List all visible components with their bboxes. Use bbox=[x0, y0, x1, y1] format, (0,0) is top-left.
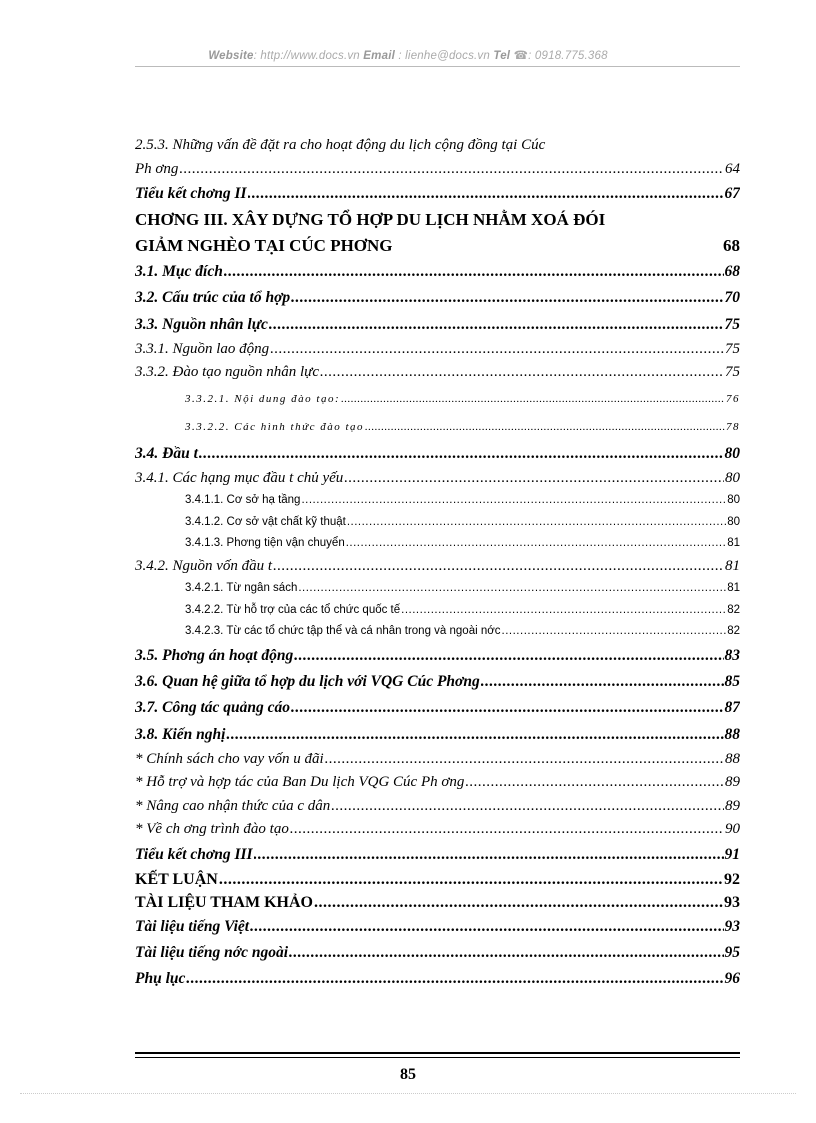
toc-page: 95 bbox=[724, 944, 740, 962]
toc-entry-awareness[interactable] bbox=[135, 795, 740, 819]
toc-title: 3.4.1. Các hạng mục đầu t chủ yếu bbox=[135, 469, 344, 486]
toc-page: 76 bbox=[726, 392, 740, 405]
toc-title: Tiểu kết chơng II bbox=[135, 185, 247, 202]
toc-leader bbox=[401, 600, 726, 622]
toc-entry-3-3-1[interactable] bbox=[135, 338, 740, 362]
toc-entry-3-4-1-2[interactable] bbox=[135, 512, 740, 534]
toc-leader bbox=[320, 361, 724, 385]
toc-title: 3.4.2.2. Từ hỗ trợ của các tổ chức quốc tế bbox=[185, 603, 401, 616]
toc-title: 3.7. Công tác quảng cáo bbox=[135, 699, 291, 717]
toc-title: 3.5. Phơng án hoạt động bbox=[135, 646, 294, 664]
page-bottom-edge bbox=[20, 1093, 796, 1094]
toc-page: 75 bbox=[725, 340, 740, 357]
toc-entry-3-4-2-1[interactable] bbox=[135, 578, 740, 600]
toc-page: 89 bbox=[725, 797, 740, 814]
toc-leader bbox=[289, 940, 724, 966]
toc-entry-3-4[interactable] bbox=[135, 441, 740, 467]
toc-entry-appendix[interactable] bbox=[135, 966, 740, 992]
toc-entry-3-8[interactable] bbox=[135, 722, 740, 748]
toc-leader bbox=[250, 914, 723, 940]
tel-value: : 0918.775.368 bbox=[528, 50, 608, 62]
toc-entry-3-5[interactable] bbox=[135, 643, 740, 669]
toc-title: * Chính sách cho vay vốn u đãi bbox=[135, 750, 324, 767]
toc-page: 90 bbox=[725, 821, 740, 838]
toc-page: 81 bbox=[725, 557, 740, 574]
toc-title: 3.3.2. Đào tạo nguồn nhân lực bbox=[135, 364, 320, 381]
toc-leader bbox=[179, 158, 724, 182]
toc-entry-foreign-refs[interactable] bbox=[135, 940, 740, 966]
toc-title: 3.3.2.2. Các hình thức đào tạo bbox=[185, 420, 365, 433]
toc-title: 3.4.2.3. Từ các tổ chức tập thể và cá nhân trong và ngoài nớc bbox=[185, 625, 501, 638]
toc-page: 83 bbox=[724, 646, 740, 664]
toc-page: 80 bbox=[724, 444, 740, 462]
email-label: Email bbox=[363, 50, 395, 62]
toc-entry-3-4-2-2[interactable] bbox=[135, 600, 740, 622]
website-label: Website bbox=[208, 50, 254, 62]
toc-leader bbox=[294, 643, 723, 669]
toc-leader bbox=[346, 533, 726, 555]
page-header bbox=[0, 48, 816, 62]
toc-entry-3-4-1[interactable] bbox=[135, 467, 740, 491]
toc-page: 93 bbox=[724, 893, 740, 911]
toc-entry-3-3-2[interactable] bbox=[135, 361, 740, 385]
toc-entry-2-5-3[interactable] bbox=[135, 158, 740, 182]
toc-leader bbox=[291, 285, 723, 311]
toc-leader bbox=[347, 512, 726, 534]
toc-leader bbox=[254, 842, 724, 868]
toc-page: 92 bbox=[724, 870, 740, 888]
toc-page: 85 bbox=[724, 673, 740, 691]
toc-leader bbox=[290, 818, 724, 842]
toc-leader bbox=[314, 891, 723, 914]
toc-title: Phụ lục bbox=[135, 970, 186, 988]
toc-entry-conclusion[interactable] bbox=[135, 868, 740, 891]
toc-leader bbox=[465, 771, 724, 795]
toc-title: 3.4.2.1. Từ ngân sách bbox=[185, 582, 298, 595]
toc-title: TÀI LIỆU THAM KHẢO bbox=[135, 893, 313, 911]
toc-leader bbox=[344, 467, 724, 491]
page-number: 85 bbox=[400, 1066, 416, 1083]
toc-page: 67 bbox=[724, 185, 740, 202]
toc-title: KẾT LUẬN bbox=[135, 870, 218, 888]
table-of-contents bbox=[135, 134, 740, 992]
toc-title: 3.4.1.1. Cơ sở hạ tầng bbox=[185, 494, 301, 507]
toc-leader bbox=[273, 555, 724, 579]
toc-page: 80 bbox=[727, 494, 740, 507]
toc-title: * Về ch ơng trình đào tạo bbox=[135, 821, 289, 838]
footer-rule-thin bbox=[135, 1057, 740, 1058]
toc-chapter-3[interactable] bbox=[135, 233, 740, 259]
toc-entry-3-2[interactable] bbox=[135, 285, 740, 311]
toc-page: 78 bbox=[726, 420, 740, 433]
toc-leader bbox=[331, 795, 724, 819]
toc-page: 70 bbox=[724, 289, 740, 307]
toc-title: Tiểu kết chơng III bbox=[135, 845, 253, 863]
phone-icon: ☎ bbox=[513, 50, 529, 62]
toc-title: 3.1. Mục đích bbox=[135, 263, 223, 281]
toc-entry-3-6[interactable] bbox=[135, 669, 740, 695]
toc-entry-summary-ch3[interactable] bbox=[135, 842, 740, 868]
toc-title: 3.2. Cấu trúc của tổ hợp bbox=[135, 289, 291, 307]
toc-leader bbox=[219, 868, 723, 891]
toc-title: GIẢM NGHÈO TẠI CÚC PHƠNG bbox=[135, 236, 393, 256]
toc-title: Tài liệu tiếng Việt bbox=[135, 917, 250, 935]
toc-title: 3.4.1.2. Cơ sở vật chất kỹ thuật bbox=[185, 515, 346, 528]
toc-leader bbox=[248, 181, 724, 207]
toc-entry-3-3[interactable] bbox=[135, 312, 740, 338]
toc-entry-3-4-2[interactable] bbox=[135, 555, 740, 579]
toc-leader bbox=[269, 312, 724, 338]
toc-entry-vietnamese-refs[interactable] bbox=[135, 914, 740, 940]
toc-entry-3-4-1-3[interactable] bbox=[135, 533, 740, 555]
toc-entry-summary-ch2[interactable] bbox=[135, 181, 740, 207]
toc-entry-references[interactable] bbox=[135, 891, 740, 914]
toc-page: 96 bbox=[724, 970, 740, 988]
toc-page: 68 bbox=[724, 263, 740, 281]
tel-label: Tel bbox=[493, 50, 511, 62]
website-value: : http://www.docs.vn bbox=[253, 50, 360, 62]
toc-page: 80 bbox=[727, 515, 740, 528]
toc-page: 88 bbox=[724, 725, 740, 743]
footer-rule-thick bbox=[135, 1052, 740, 1054]
toc-entry-3-4-1-1[interactable] bbox=[135, 490, 740, 512]
toc-title: 3.6. Quan hệ giữa tổ hợp du lịch với VQG Cúc Phơng bbox=[135, 673, 480, 691]
toc-entry-3-3-2-1[interactable] bbox=[135, 385, 740, 413]
toc-page: 89 bbox=[725, 774, 740, 791]
toc-title: * Hỗ trợ và hợp tác của Ban Du lịch VQG Cúc Ph ơng bbox=[135, 774, 465, 791]
toc-page: 88 bbox=[725, 750, 740, 767]
toc-title: 3.3.1. Nguồn lao động bbox=[135, 340, 270, 357]
toc-page: 75 bbox=[724, 315, 740, 333]
toc-title: 3.3.2.1. Nội dung đào tạo: bbox=[185, 392, 341, 405]
toc-entry-training[interactable] bbox=[135, 818, 740, 842]
email-value: : lienhe@docs.vn bbox=[398, 50, 490, 62]
toc-leader bbox=[341, 385, 725, 413]
toc-page: 81 bbox=[727, 582, 740, 595]
toc-page: 82 bbox=[727, 603, 740, 616]
toc-title: * Nâng cao nhận thức của c dân bbox=[135, 797, 331, 814]
toc-page: 81 bbox=[727, 537, 740, 550]
toc-entry-loan-policy[interactable] bbox=[135, 748, 740, 772]
toc-leader bbox=[291, 695, 723, 721]
toc-page: 64 bbox=[725, 160, 740, 177]
toc-title: Tài liệu tiếng nớc ngoài bbox=[135, 944, 288, 962]
toc-entry-3-7[interactable] bbox=[135, 695, 740, 721]
toc-page: 82 bbox=[727, 625, 740, 638]
toc-entry-2-5-3-line1: 2.5.3. Những vấn đề đặt ra cho hoạt động du lịch cộng đồng tại Cúc bbox=[135, 137, 546, 153]
toc-page: 68 bbox=[723, 236, 740, 256]
toc-title: 3.4.2. Nguồn vốn đầu t bbox=[135, 557, 273, 574]
toc-page: 91 bbox=[724, 845, 740, 863]
toc-leader bbox=[226, 722, 723, 748]
toc-title: 3.4.1.3. Phơng tiện vận chuyển bbox=[185, 537, 345, 550]
toc-entry-support[interactable] bbox=[135, 771, 740, 795]
toc-leader bbox=[325, 748, 724, 772]
toc-page: 80 bbox=[725, 469, 740, 486]
toc-title: 3.4. Đầu t bbox=[135, 444, 198, 462]
toc-chapter-3-line1: CHƠNG III. XÂY DỰNG TỔ HỢP DU LỊCH NHẰM XOÁ ĐÓI bbox=[135, 210, 606, 230]
header-rule bbox=[135, 66, 740, 67]
toc-leader bbox=[186, 966, 723, 992]
toc-entry-3-3-2-2[interactable] bbox=[135, 413, 740, 441]
toc-entry-3-4-2-3[interactable] bbox=[135, 621, 740, 643]
toc-leader bbox=[502, 621, 727, 643]
toc-leader bbox=[224, 259, 724, 285]
toc-leader bbox=[270, 338, 724, 362]
toc-leader bbox=[298, 578, 726, 600]
toc-leader bbox=[481, 669, 724, 695]
toc-title: 3.8. Kiến nghị bbox=[135, 725, 226, 743]
toc-title: Ph ơng bbox=[135, 160, 179, 177]
toc-leader bbox=[199, 441, 724, 467]
toc-leader bbox=[365, 413, 725, 441]
toc-title: 3.3. Nguồn nhân lực bbox=[135, 315, 268, 333]
toc-page: 93 bbox=[724, 917, 740, 935]
toc-entry-3-1[interactable] bbox=[135, 259, 740, 285]
toc-page: 87 bbox=[724, 699, 740, 717]
toc-leader bbox=[301, 490, 726, 512]
toc-page: 75 bbox=[725, 364, 740, 381]
